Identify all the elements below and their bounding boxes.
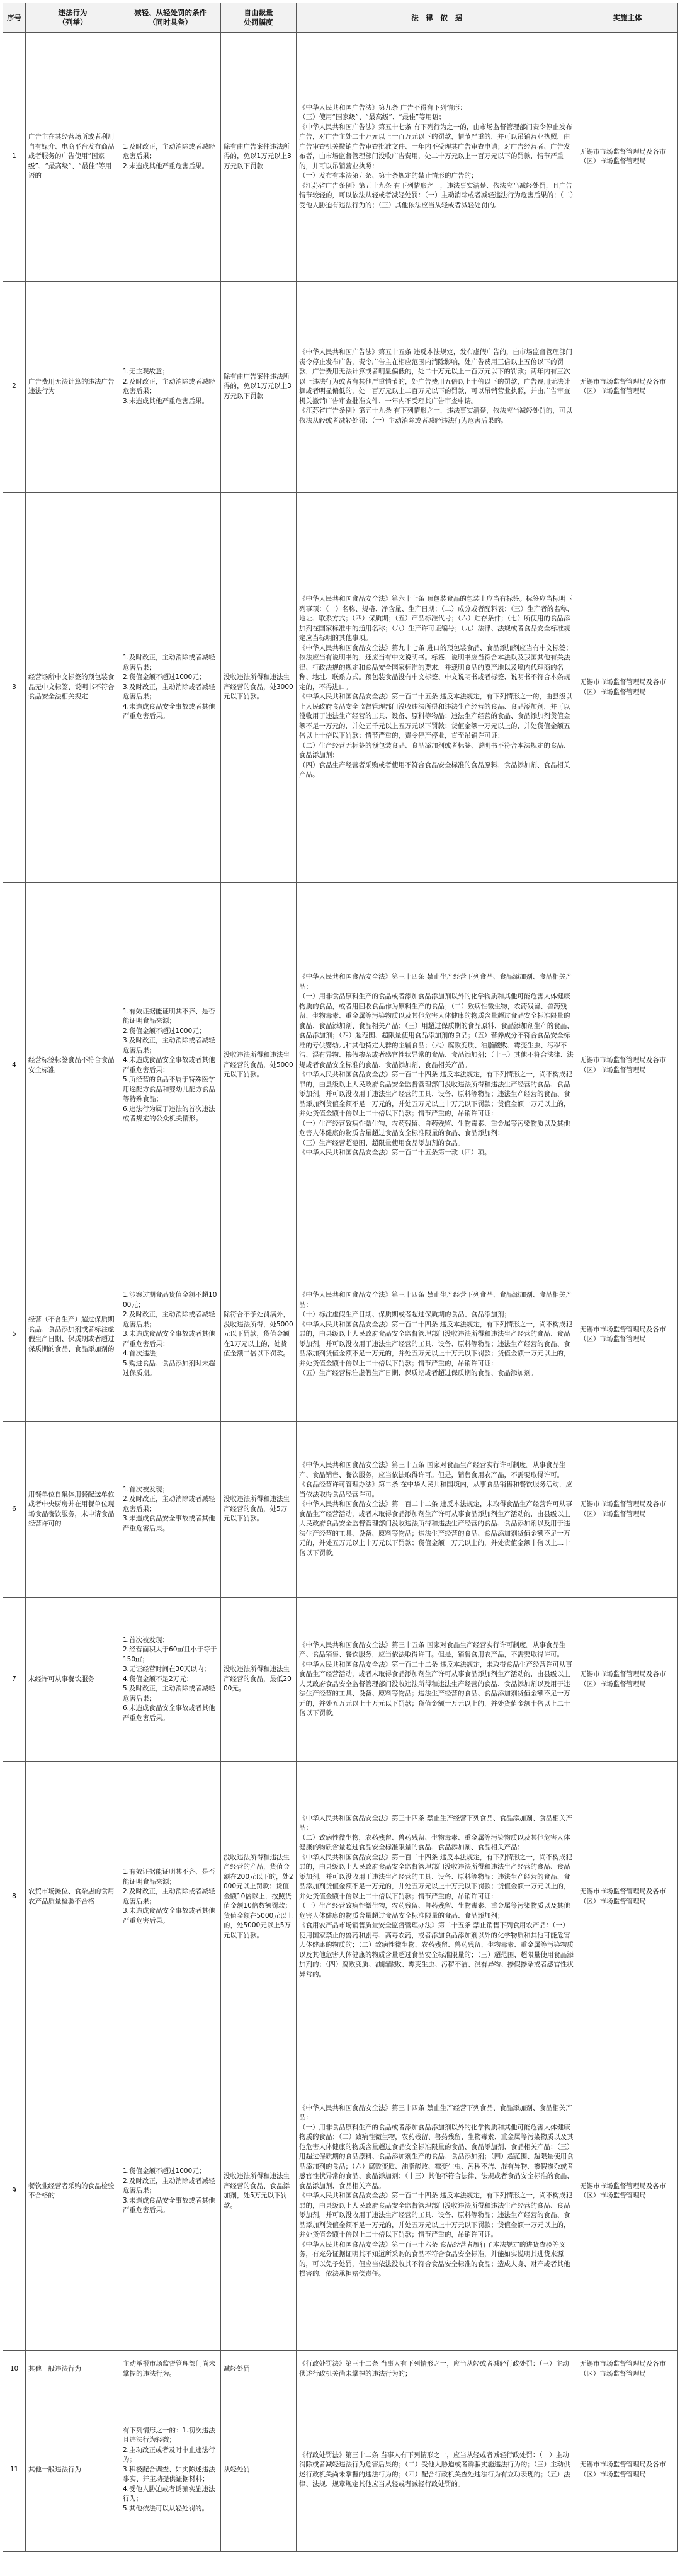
violation-cell: 经营标签标签食品不符合食品安全标准 [26, 883, 120, 1248]
legal-basis-cell: 《中华人民共和国食品安全法》第三十五条 国家对食品生产经营实行许可制度。从事食品生产、食品销售、餐饮服务，应当依法取得许可。但是，销售食用农产品，不需要取得许可。 《中华人民共和国食品安全法》第一百二十二条 违反本法规定，未取得食品生产经营许可从事食品生产经营活动，或者未取得食品添加剂生产许可从事食品添加剂生产活动的，由县级以上人民政府食品安全监督管理部门没收违法所得和违法生产经营的食品、食品添加剂以及用于违法生产经营的工具、设备、原料等物品；违法生产经营的食品、食品添加剂货值金额不足一万元的，并处五万元以上十万元以下罚款；货值金额一万元以上的，并处货值金额十倍以上二十倍以下罚款。 [297, 1598, 577, 1762]
row-number: 2 [3, 282, 26, 493]
violation-cell: 广告主在其经营场所或者利用自有媒介、电商平台发布商品或者服务的广告使用“国家级”、“最高级”、“最佳”等用语的 [26, 33, 120, 282]
enforcement-body-cell: 无锡市市场监督管理局及各市（区）市场监督管理局 [577, 2032, 678, 2351]
table-row [3, 1422, 678, 1598]
enforcement-body-cell: 无锡市市场监督管理局及各市（区）市场监督管理局 [577, 33, 678, 282]
legal-basis-cell: 《中华人民共和国食品安全法》第三十四条 禁止生产经营下列食品、食品添加剂、食品相关产品： （一）用非食品原料生产的食品或者添加食品添加剂以外的化学物质和其他可能危害人体健康物质的食品，或者用回收食品作为原料生产的食品；（二）致病性微生物，农药残留、兽药残留、生物毒素、重金属等污染物质以及其他危害人体健康的物质含量超过食品安全标准限量的食品、食品添加剂、食品相关产品；（三）用超过保质期的食品原料、食品添加剂生产的食品、食品添加剂；（四）超范围、超限量使用食品添加剂的食品；（五）营养成分不符合食品安全标准的专供婴幼儿和其他特定人群的主辅食品；（六）腐败变质、油脂酸败、霉变生虫、污秽不洁、混有异物、掺假掺杂或者感官性状异常的食品、食品添加剂；（十三）其他不符合法律、法规或者食品安全标准的食品、食品添加剂、食品相关产品。 《中华人民共和国食品安全法》第一百二十四条 违反本法规定，有下列情形之一，尚不构成犯罪的，由县级以上人民政府食品安全监督管理部门没收违法所得和违法生产经营的食品、食品添加剂，并可以没收用于违法生产经营的工具、设备、原料等物品；违法生产经营的食品、食品添加剂货值金额不足一万元的，并处五万元以上十万元以下罚款；货值金额一万元以上的，并处货值金额十倍以上二十倍以下罚款；情节严重的，吊销许可证： （一）生产经营致病性微生物，农药残留、兽药残留、生物毒素、重金属等污染物质以及其他危害人体健康的物质含量超过食品安全标准限量的食品、食品添加剂； （三）生产经营超范围、超限量使用食品添加剂的食品。 《中华人民共和国食品安全法》第一百二十五条第一款（四）项。 [297, 883, 577, 1248]
conditions-cell: 1.及时改正，主动消除或者减轻危害后果； 2.货值金额不超过1000元； 3.及时改正，主动消除或者减轻危害后果； 4.未造成食品安全事故或者其他严重危害后果。 [120, 493, 221, 883]
violation-cell: 餐饮业经营者采购的食品检验不合格的 [26, 2032, 120, 2351]
legal-basis-cell: 《中华人民共和国广告法》第五十五条 违反本法规定，发布虚假广告的，由市场监督管理部门责令停止发布广告，责令广告主在相应范围内消除影响，处广告费用三倍以上五倍以下的罚款，广告费用无法计算或者明显偏低的，处二十万元以上一百万元以下的罚款；两年内有三次以上违法行为或者有其他严重情节的，处广告费用五倍以上十倍以下的罚款，广告费用无法计算或者明显偏低的，处一百万元以上二百万元以下的罚款，可以吊销营业执照，并由广告审查机关撤销广告审查批准文件、一年内不受理其广告审查申请。 《江苏省广告条例》第五十九条 有下列情形之一，违法事实清楚，依法应当减轻处罚的，可以依法从轻或者减轻处罚：（一）主动消除或者减轻违法行为危害后果的。 [297, 282, 577, 493]
discretion-cell: 没收违法所得和违法生产经营的食品，处3000元以下罚款。 [221, 493, 297, 883]
violation-cell: 农贸市场摊位、食杂店的食用农产品质量检验不合格 [26, 1762, 120, 2032]
row-number: 11 [3, 2388, 26, 2552]
row-number: 4 [3, 883, 26, 1248]
enforcement-body-cell: 无锡市市场监督管理局及各市（区）市场监督管理局 [577, 883, 678, 1248]
legal-basis-cell: 《中华人民共和国食品安全法》第六十七条 预包装食品的包装上应当有标签。标签应当标明下列事项：（一）名称、规格、净含量、生产日期；（二）成分或者配料表；（三）生产者的名称、地址、联系方式；（四）保质期；（五）产品标准代号；（六）贮存条件；（七）所使用的食品添加剂在国家标准中的通用名称；（八）生产许可证编号；（九）法律、法规或者食品安全标准规定应当标明的其他事项。 《中华人民共和国食品安全法》第九十七条 进口的预包装食品、食品添加剂应当有中文标签；依法应当有说明书的，还应当有中文说明书。标签、说明书应当符合本法以及我国其他有关法律、行政法规的规定和食品安全国家标准的要求，并载明食品的原产地以及境内代理商的名称、地址、联系方式。预包装食品没有中文标签、中文说明书或者标签、说明书不符合本条规定的，不得进口。 《中华人民共和国食品安全法》第一百二十五条 违反本法规定，有下列情形之一的，由县级以上人民政府食品安全监督管理部门没收违法所得和违法生产经营的食品、食品添加剂，并可以没收用于违法生产经营的工具、设备、原料等物品；违法生产经营的食品、食品添加剂货值金额不足一万元的，并处五千元以上五万元以下罚款；货值金额一万元以上的，并处货值金额五倍以上十倍以下罚款；情节严重的，责令停产停业，直至吊销许可证： （二）生产经营无标签的预包装食品、食品添加剂或者标签、说明书不符合本法规定的食品、食品添加剂； （四）食品生产经营者采购或者使用不符合食品安全标准的食品原料、食品添加剂、食品相关产品。 [297, 493, 577, 883]
discretion-cell: 没收违法所得和违法生产经营的食品，处5万元以下罚款。 [221, 1422, 297, 1598]
table-row [3, 282, 678, 493]
table-row [3, 2388, 678, 2552]
legal-basis-cell: 《中华人民共和国广告法》第九条 广告不得有下列情形： （三）使用“国家级”、“最高级”、“最佳”等用语； 《中华人民共和国广告法》第五十七条 有下列行为之一的，由市场监督管理部门责令停止发布广告，对广告主处二十万元以上一百万元以下的罚款，情节严重的，并可以吊销营业执照，由广告审查机关撤销广告审查批准文件、一年内不受理其广告审查申请；对广告经营者、广告发布者，由市场监督管理部门没收广告费用，处二十万元以上一百万元以下的罚款，情节严重的，并可以吊销营业执照： （一）发布有本法第九条、第十条规定的禁止情形的广告的； 《江苏省广告条例》第五十九条 有下列情形之一，违法事实清楚、依法应当减轻处罚，且广告情节较轻的，可以依法从轻或者减轻处罚：（一）主动消除或者减轻违法行为危害后果的；（二）受他人胁迫有违法行为的；（三）其他依法应当从轻或者减轻处罚的。 [297, 33, 577, 282]
legal-basis-cell: 《中华人民共和国食品安全法》第三十四条 禁止生产经营下列食品、食品添加剂、食品相关产品： （二）致病性微生物，农药残留、兽药残留、生物毒素、重金属等污染物质以及其他危害人体健康的物质含量超过食品安全标准限量的食品、食品添加剂、食品相关产品； 《中华人民共和国食品安全法》第一百二十四条 违反本法规定，有下列情形之一，尚不构成犯罪的，由县级以上人民政府食品安全监督管理部门没收违法所得和违法生产经营的食品、食品添加剂，并可以没收用于违法生产经营的工具、设备、原料等物品；违法生产经营的食品、食品添加剂货值金额不足一万元的，并处五万元以上十万元以下罚款；货值金额一万元以上的，并处货值金额十倍以上二十倍以下罚款；情节严重的，吊销许可证： （一）生产经营致病性微生物，农药残留、兽药残留、生物毒素、重金属等污染物质以及其他危害人体健康的物质含量超过食品安全标准限量的食品、食品添加剂； 《食用农产品市场销售质量安全监督管理办法》第二十五条 禁止销售下列食用农产品：（一）使用国家禁止的兽药和剧毒、高毒农药，或者添加食品添加剂以外的化学物质和其他可能危害人体健康的物质的；（二）致病性微生物、农药残留、兽药残留、生物毒素、重金属等污染物质以及其他危害人体健康的物质含量超过食品安全标准限量的；（三）超范围、超限量使用食品添加剂的；（四）腐败变质、油脂酸败、霉变生虫、污秽不洁、混有异物、掺假掺杂或者感官性状异常的。 [297, 1762, 577, 2032]
header-conditions: 减轻、从轻处罚的条件 （同时具备） [120, 3, 221, 33]
header-violation: 违法行为 （列举） [26, 3, 120, 33]
discretion-cell: 从轻处罚 [221, 2388, 297, 2552]
discretion-cell: 没收违法所得和违法生产经营的食品，最低2000元。 [221, 1598, 297, 1762]
table-row [3, 2032, 678, 2351]
violation-cell: 广告费用无法计算的违法广告违法行为 [26, 282, 120, 493]
table-row [3, 1248, 678, 1422]
legal-basis-cell: 《中华人民共和国食品安全法》第三十四条 禁止生产经营下列食品、食品添加剂、食品相关产品： （一）用非食品原料生产的食品或者添加食品添加剂以外的化学物质和其他可能危害人体健康物质的食品；（二）致病性微生物，农药残留、兽药残留、生物毒素、重金属等污染物质以及其他危害人体健康的物质含量超过食品安全标准限量的食品、食品添加剂、食品相关产品；（三）用超过保质期的食品原料、食品添加剂生产的食品、食品添加剂；（四）超范围、超限量使用食品添加剂的食品；（六）腐败变质、油脂酸败、霉变生虫、污秽不洁、混有异物、掺假掺杂或者感官性状异常的食品、食品添加剂；（十三）其他不符合法律、法规或者食品安全标准的食品、食品添加剂、食品相关产品。 《中华人民共和国食品安全法》第一百二十四条 违反本法规定，有下列情形之一，尚不构成犯罪的，由县级以上人民政府食品安全监督管理部门没收违法所得和违法生产经营的食品、食品添加剂，并可以没收用于违法生产经营的工具、设备、原料等物品；违法生产经营的食品、食品添加剂货值金额不足一万元的，并处五万元以上十万元以下罚款；货值金额一万元以上的，并处货值金额十倍以上二十倍以下罚款；情节严重的，吊销许可证。 《中华人民共和国食品安全法》第一百三十六条 食品经营者履行了本法规定的进货查验等义务，有充分证据证明其不知道所采购的食品不符合食品安全标准，并能如实说明其进货来源的，可以免予处罚，但应当依法没收其不符合食品安全标准的食品；造成人身、财产或者其他损害的，依法承担赔偿责任。 [297, 2032, 577, 2351]
enforcement-body-cell: 无锡市市场监督管理局及各市（区）市场监督管理局 [577, 2351, 678, 2388]
table-row [3, 1598, 678, 1762]
enforcement-body-cell: 无锡市市场监督管理局及各市（区）市场监督管理局 [577, 1422, 678, 1598]
enforcement-body-cell: 无锡市市场监督管理局及各市（区）市场监督管理局 [577, 1248, 678, 1422]
header-enforcement-body: 实施主体 [577, 3, 678, 33]
document-page [3, 3, 677, 2552]
table-row [3, 2351, 678, 2388]
enforcement-body-cell: 无锡市市场监督管理局及各市（区）市场监督管理局 [577, 2388, 678, 2552]
table-row [3, 1762, 678, 2032]
row-number: 8 [3, 1762, 26, 2032]
legal-basis-cell: 《行政处罚法》第三十二条 当事人有下列情形之一，应当从轻或者减轻行政处罚：（一）主动消除或者减轻违法行为危害后果的；（二）受他人胁迫或者诱骗实施违法行为的；（三）主动供述行政机关尚未掌握的违法行为的；（四）配合行政机关查处违法行为有立功表现的；（五）法律、法规、规章规定其他应当从轻或者减轻行政处罚的。 [297, 2388, 577, 2552]
table-row [3, 883, 678, 1248]
row-number: 9 [3, 2032, 26, 2351]
header-no: 序号 [3, 3, 26, 33]
violation-cell: 其他一般违法行为 [26, 2351, 120, 2388]
legal-basis-cell: 《中华人民共和国食品安全法》第三十五条 国家对食品生产经营实行许可制度。从事食品生产、食品销售、餐饮服务，应当依法取得许可。但是，销售食用农产品，不需要取得许可。 《食品经营许可管理办法》第二条 在中华人民共和国境内，从事食品销售和餐饮服务活动，应当依法取得食品经营许可。 《中华人民共和国食品安全法》第一百二十二条 违反本法规定，未取得食品生产经营许可从事食品生产经营活动，或者未取得食品添加剂生产许可从事食品添加剂生产活动的，由县级以上人民政府食品安全监督管理部门没收违法所得和违法生产经营的食品、食品添加剂以及用于违法生产经营的工具、设备、原料等物品；违法生产经营的食品、食品添加剂货值金额不足一万元的，并处五万元以上十万元以下罚款；货值金额一万元以上的，并处货值金额十倍以上二十倍以下罚款。 [297, 1422, 577, 1598]
penalty-table [3, 3, 678, 2552]
row-number: 7 [3, 1598, 26, 1762]
enforcement-body-cell: 无锡市市场监督管理局及各市（区）市场监督管理局 [577, 493, 678, 883]
discretion-cell: 没收违法所得和违法生产经营的食品、食品添加剂，处5万元以下罚款。 [221, 2032, 297, 2351]
header-legal-basis: 法 律 依 据 [297, 3, 577, 33]
conditions-cell: 主动举报市场监督管理部门尚未掌握的违法行为。 [120, 2351, 221, 2388]
table-row [3, 33, 678, 282]
discretion-cell: 没收违法所得和违法生产经营的食品，处5000元以下罚款。 [221, 883, 297, 1248]
legal-basis-cell: 《行政处罚法》第三十二条 当事人有下列情形之一，应当从轻或者减轻行政处罚：（三）主动供述行政机关尚未掌握的违法行为的； [297, 2351, 577, 2388]
conditions-cell: 1.首次被发现； 2.经营面积大于60㎡且小于等于150㎡； 3.无证经营时间在30天以内； 4.货值金额不足2万元； 5.及时改正，主动消除或者减轻危害后果； 6.未造成食品安全事故或者其他严重危害后果。 [120, 1598, 221, 1762]
row-number: 1 [3, 33, 26, 282]
conditions-cell: 1.涉案过期食品货值金额不超1000元； 2.及时改正，主动消除或者减轻危害后果； 3.未造成食品安全事故或者其他严重危害后果； 4.首次违法； 5.购进食品、食品添加剂时未超过保质期。 [120, 1248, 221, 1422]
violation-cell: 未经许可从事餐饮服务 [26, 1598, 120, 1762]
enforcement-body-cell: 无锡市市场监督管理局及各市（区）市场监督管理局 [577, 1598, 678, 1762]
table-row [3, 493, 678, 883]
table-header-row [3, 3, 678, 33]
violation-cell: 经营场所中文标签的预包装食品无中文标签、说明书不符合食品安全法相关规定 [26, 493, 120, 883]
discretion-cell: 除有由广告案件违法所得的，免以1万元以上3万元以下罚款 [221, 33, 297, 282]
conditions-cell: 1.有效证据能证明其不齐、是否能证明食品来源； 2.货值金额不超过1000元； 3.及时改正，主动消除或者减轻危害后果； 4.未造成食品安全事故或者其他严重危害后果； 5.所经营的食品不属于特殊医学用途配方食品和婴幼儿配方食品等特殊食品； 6.违法行为属于违法的首次违法或者规定的公众机关情形。 [120, 883, 221, 1248]
row-number: 10 [3, 2351, 26, 2388]
conditions-cell: 1.无主观故意； 2.及时改正，主动消除或者减轻危害后果； 3.未造成其他严重危害后果。 [120, 282, 221, 493]
row-number: 5 [3, 1248, 26, 1422]
discretion-cell: 减轻处罚 [221, 2351, 297, 2388]
violation-cell: 经营（不含生产）超过保质期食品、食品添加剂或者标注虚假生产日期、保质期或者超过保质期的食品、食品添加剂的 [26, 1248, 120, 1422]
row-number: 6 [3, 1422, 26, 1598]
conditions-cell: 有下列情形之一的：1.初次违法且违法行为轻微； 2.主动改正或者及时中止违法行为； 3.积极配合调查、如实陈述违法事实、并主动提供证据材料； 4.受他人胁迫或者诱骗实施违法行为； 5.其他依法可以从轻处罚的。 [120, 2388, 221, 2552]
header-discretion: 自由裁量 处罚幅度 [221, 3, 297, 33]
row-number: 3 [3, 493, 26, 883]
violation-cell: 用餐单位自集体用餐配送单位或者中央厨房并在用餐单位现场食品餐饮服务，未申请食品经营许可的 [26, 1422, 120, 1598]
conditions-cell: 1.有效证据能证明其不齐、是否能证明食品来源； 2.及时改正，主动消除或者减轻危害后果； 3.未造成食品安全事故或者其他严重危害后果。 [120, 1762, 221, 2032]
legal-basis-cell: 《中华人民共和国食品安全法》第三十四条 禁止生产经营下列食品、食品添加剂、食品相关产品： （十）标注虚假生产日期、保质期或者超过保质期的食品、食品添加剂； 《中华人民共和国食品安全法》第一百二十四条 违反本法规定，有下列情形之一，尚不构成犯罪的，由县级以上人民政府食品安全监督管理部门没收违法所得和违法生产经营的食品、食品添加剂，并可以没收用于违法生产经营的工具、设备、原料等物品；违法生产经营的食品、食品添加剂货值金额不足一万元的，并处五万元以上十万元以下罚款；货值金额一万元以上的，并处货值金额十倍以上二十倍以下罚款；情节严重的，吊销许可证： （五）生产经营标注虚假生产日期、保质期或者超过保质期的食品、食品添加剂。 [297, 1248, 577, 1422]
discretion-cell: 除符合不予处罚满外，没收违法所得，处5000元以下罚款，货值金额在1万元以上的，处货值金额二倍以下罚款。 [221, 1248, 297, 1422]
conditions-cell: 1.及时改正，主动消除或者减轻危害后果； 2.未造成其他严重危害后果。 [120, 33, 221, 282]
discretion-cell: 没收违法所得和违法生产经营的产品，货值金额在200元以下的，处2000元以上罚款；货值金额10倍以上，按照货值金额10倍数额罚款；货值金额在5000元以上的，处5000元以上5万元以下罚款。 [221, 1762, 297, 2032]
enforcement-body-cell: 无锡市市场监督管理局及各市（区）市场监督管理局 [577, 1762, 678, 2032]
conditions-cell: 1.货值金额不超过1000元； 2.及时改正，主动消除或者减轻危害后果； 3.未造成食品安全事故或者其他严重危害后果。 [120, 2032, 221, 2351]
violation-cell: 其他一般违法行为 [26, 2388, 120, 2552]
enforcement-body-cell: 无锡市市场监督管理局及各市（区）市场监督管理局 [577, 282, 678, 493]
discretion-cell: 除有由广告案件违法所得的，免以1万元以上3万元以下罚款 [221, 282, 297, 493]
conditions-cell: 1.首次被发现； 2.及时改正，主动消除或者减轻危害后果； 3.未造成食品安全事故或者其他严重危害后果。 [120, 1422, 221, 1598]
